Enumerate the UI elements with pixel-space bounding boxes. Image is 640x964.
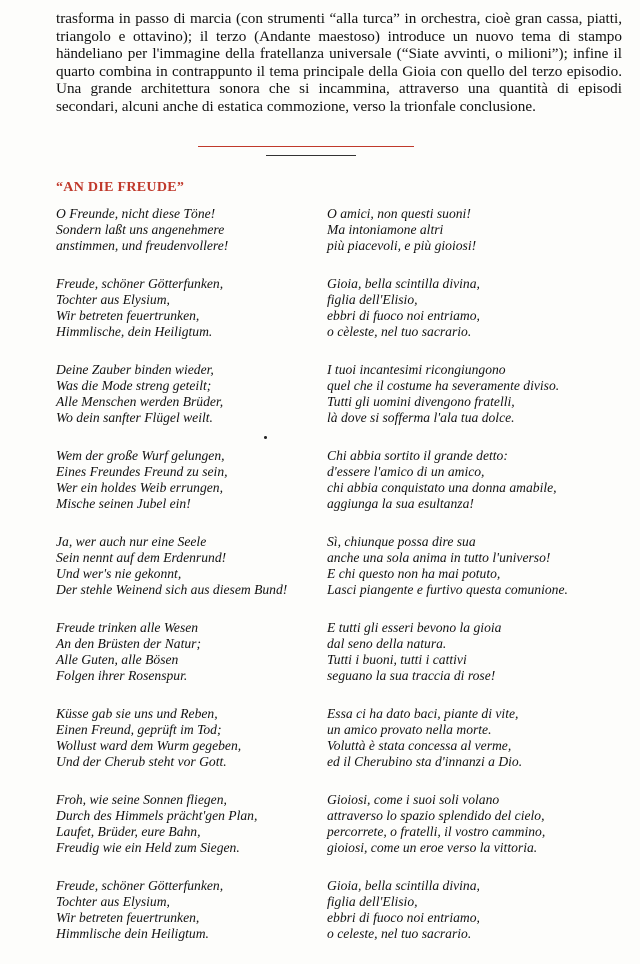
verse-line: Tutti gli uomini divengono fratelli, bbox=[327, 394, 515, 409]
verse-line: Einen Freund, geprüft im Tod; bbox=[56, 722, 222, 737]
verse-line: ebbri di fuoco noi entriamo, bbox=[327, 910, 480, 925]
verse-line: Freude, schöner Götterfunken, bbox=[56, 878, 224, 893]
stanza bbox=[56, 534, 336, 598]
verse-line: O Freunde, nicht diese Töne! bbox=[56, 206, 216, 221]
verse-line: anstimmen, und freudenvollere! bbox=[56, 238, 229, 253]
verse-line: Wollust ward dem Wurm gegeben, bbox=[56, 738, 242, 753]
verse-line: Gioia, bella scintilla divina, bbox=[327, 878, 480, 893]
verse-line: Froh, wie seine Sonnen fliegen, bbox=[56, 792, 227, 807]
verse-line: Tochter aus Elysium, bbox=[56, 894, 170, 909]
verse-line: attraverso lo spazio splendido del cielo, bbox=[327, 808, 545, 823]
verse-line: E chi questo non ha mai potuto, bbox=[327, 566, 501, 581]
verse-line: o celeste, nel tuo sacrario. bbox=[327, 926, 472, 941]
stanza bbox=[327, 448, 607, 512]
verse-line: dal seno della natura. bbox=[327, 636, 447, 651]
verse-line: figlia dell'Elisio, bbox=[327, 292, 418, 307]
stanza bbox=[56, 792, 336, 856]
stanza bbox=[56, 276, 336, 340]
intro-paragraph: trasforma in passo di marcia (con strumenti “alla turca” in orchestra, cioè gran cassa, piatti, triangolo e ottavino); il terzo (Andante maestoso) introduce un nuovo tema di stampo händeliano per l'immagine della fratellanza universale (“Siate avvinti, o milioni”); infine il quarto combina in contrappunto il tema principale della Gioia con quello del terzo episodio. Una grande architettura sonora che si incammina, attraverso una quantità di episodi secondari, alcuni anche di estatica commozione, verso la trionfale conclusione. bbox=[56, 10, 622, 115]
verse-line: là dove si sofferma l'ala tua dolce. bbox=[327, 410, 515, 425]
verse-line: Der stehle Weinend sich aus diesem Bund! bbox=[56, 582, 288, 597]
verse-line: Folgen ihrer Rosenspur. bbox=[56, 668, 188, 683]
verse-line: Freude trinken alle Wesen bbox=[56, 620, 199, 635]
verse-line: aggiunga la sua esultanza! bbox=[327, 496, 474, 511]
stanza bbox=[327, 792, 607, 856]
stanza bbox=[56, 448, 336, 512]
verse-line: An den Brüsten der Natur; bbox=[56, 636, 201, 651]
verse-line: Laufet, Brüder, eure Bahn, bbox=[56, 824, 201, 839]
verse-line: quel che il costume ha severamente diviso. bbox=[327, 378, 560, 393]
verse-line: Wir betreten feuertrunken, bbox=[56, 308, 200, 323]
verse-line: gioiosi, come un eroe verso la vittoria. bbox=[327, 840, 538, 855]
verse-line: Wer ein holdes Weib errungen, bbox=[56, 480, 224, 495]
verse-line: Lasci piangente e furtivo questa comunione. bbox=[327, 582, 568, 597]
verse-line: Wir betreten feuertrunken, bbox=[56, 910, 200, 925]
stanza bbox=[56, 706, 336, 770]
stray-dot bbox=[264, 436, 267, 439]
verse-line: Sein nennt auf dem Erdenrund! bbox=[56, 550, 227, 565]
divider-red bbox=[198, 146, 414, 147]
italian-translation-column bbox=[327, 206, 607, 964]
verse-line: O amici, non questi suoni! bbox=[327, 206, 471, 221]
verse-line: ed il Cherubino sta d'innanzi a Dio. bbox=[327, 754, 523, 769]
verse-line: Tochter aus Elysium, bbox=[56, 292, 170, 307]
verse-line: Durch des Himmels prächt'gen Plan, bbox=[56, 808, 258, 823]
verse-line: Chi abbia sortito il grande detto: bbox=[327, 448, 508, 463]
divider-dark bbox=[266, 155, 356, 156]
verse-line: Himmlische, dein Heiligtum. bbox=[56, 324, 213, 339]
verse-line: E tutti gli esseri bevono la gioia bbox=[327, 620, 502, 635]
verse-line: Ja, wer auch nur eine Seele bbox=[56, 534, 207, 549]
verse-line: anche una sola anima in tutto l'universo! bbox=[327, 550, 551, 565]
verse-line: figlia dell'Elisio, bbox=[327, 894, 418, 909]
verse-line: chi abbia conquistato una donna amabile, bbox=[327, 480, 557, 495]
stanza bbox=[327, 706, 607, 770]
verse-line: ebbri di fuoco noi entriamo, bbox=[327, 308, 480, 323]
stanza bbox=[327, 276, 607, 340]
verse-line: Wo dein sanfter Flügel weilt. bbox=[56, 410, 213, 425]
verse-line: Himmlische dein Heiligtum. bbox=[56, 926, 209, 941]
verse-line: Gioia, bella scintilla divina, bbox=[327, 276, 480, 291]
verse-line: percorrete, o fratelli, il vostro cammino, bbox=[327, 824, 546, 839]
stanza bbox=[56, 620, 336, 684]
verse-line: Essa ci ha dato baci, piante di vite, bbox=[327, 706, 519, 721]
verse-line: Mische seinen Jubel ein! bbox=[56, 496, 191, 511]
verse-line: Deine Zauber binden wieder, bbox=[56, 362, 214, 377]
verse-line: Sondern laßt uns angenehmere bbox=[56, 222, 225, 237]
verse-line: Alle Menschen werden Brüder, bbox=[56, 394, 224, 409]
stanza bbox=[56, 362, 336, 426]
verse-line: Küsse gab sie uns und Reben, bbox=[56, 706, 218, 721]
verse-line: Sì, chiunque possa dire sua bbox=[327, 534, 476, 549]
verse-line: o cèleste, nel tuo sacrario. bbox=[327, 324, 472, 339]
stanza bbox=[327, 534, 607, 598]
german-text-column bbox=[56, 206, 336, 964]
stanza bbox=[56, 878, 336, 942]
stanza bbox=[56, 206, 336, 254]
verse-line: Tutti i buoni, tutti i cattivi bbox=[327, 652, 467, 667]
verse-line: Voluttà è stata concessa al verme, bbox=[327, 738, 512, 753]
stanza bbox=[327, 362, 607, 426]
poem-title: “AN DIE FREUDE” bbox=[56, 180, 185, 195]
stanza bbox=[327, 620, 607, 684]
verse-line: Freude, schöner Götterfunken, bbox=[56, 276, 224, 291]
verse-line: Und wer's nie gekonnt, bbox=[56, 566, 182, 581]
stanza bbox=[327, 878, 607, 942]
verse-line: I tuoi incantesimi ricongiungono bbox=[327, 362, 506, 377]
verse-line: d'essere l'amico di un amico, bbox=[327, 464, 485, 479]
stanza bbox=[327, 206, 607, 254]
verse-line: più piacevoli, e più gioiosi! bbox=[327, 238, 477, 253]
verse-line: Ma intoniamone altri bbox=[327, 222, 444, 237]
verse-line: Wem der große Wurf gelungen, bbox=[56, 448, 225, 463]
verse-line: Freudig wie ein Held zum Siegen. bbox=[56, 840, 240, 855]
verse-line: Was die Mode streng geteilt; bbox=[56, 378, 212, 393]
verse-line: un amico provato nella morte. bbox=[327, 722, 492, 737]
verse-line: Und der Cherub steht vor Gott. bbox=[56, 754, 227, 769]
verse-line: Gioiosi, come i suoi soli volano bbox=[327, 792, 500, 807]
verse-line: seguano la sua traccia di rose! bbox=[327, 668, 496, 683]
verse-line: Eines Freundes Freund zu sein, bbox=[56, 464, 228, 479]
verse-line: Alle Guten, alle Bösen bbox=[56, 652, 179, 667]
